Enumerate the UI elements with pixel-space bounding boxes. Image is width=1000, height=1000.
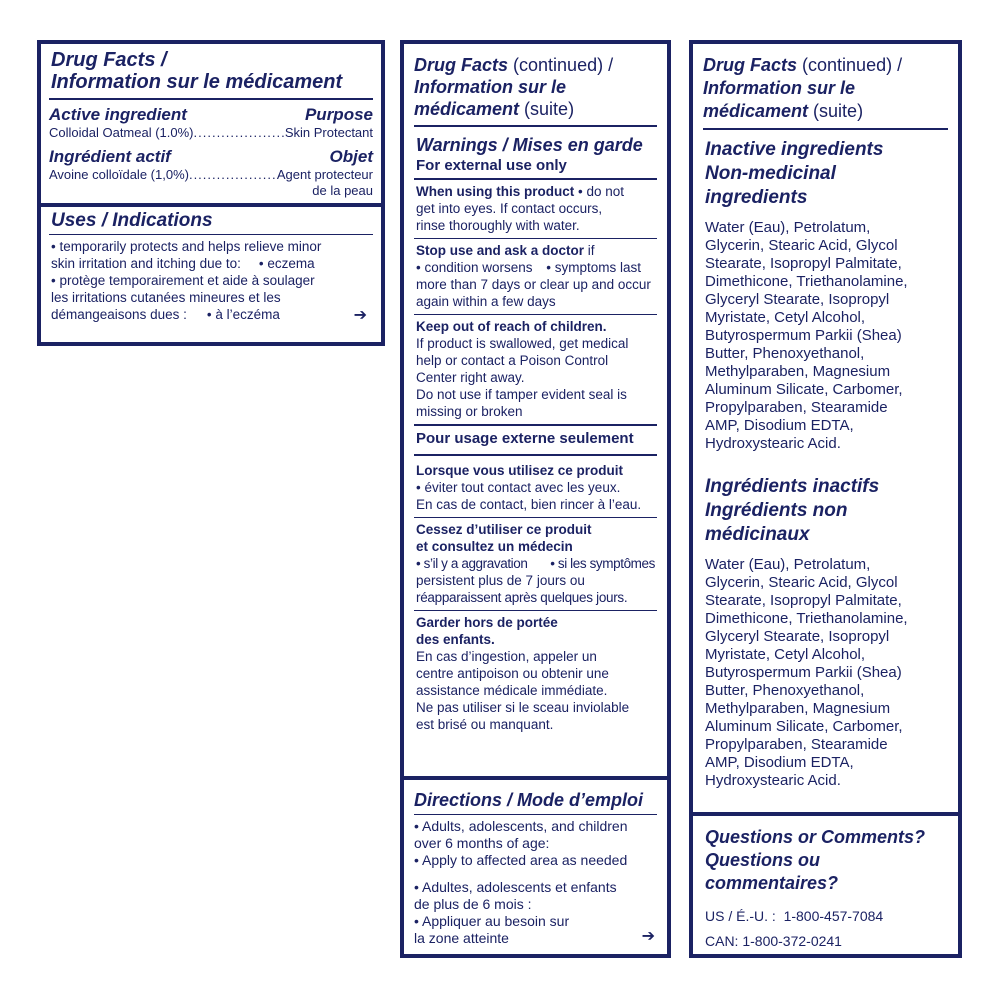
inactive-header-3: ingredients — [705, 187, 808, 208]
continued-title-2-line-2: Information sur le — [703, 78, 856, 98]
drug-facts-continued-panel — [400, 40, 671, 958]
active-ingredient-value: Colloidal Oatmeal (1.0%) — [49, 125, 194, 140]
inactifs-line: Glycerin, Stearic Acid, Glycol — [705, 574, 898, 591]
inactive-line: Myristate, Cetyl Alcohol, — [705, 309, 866, 326]
ingredient-actif-header-row — [49, 147, 373, 167]
ingredient-actif-row — [49, 167, 373, 183]
when-using-section — [404, 180, 667, 238]
when-using-bold: When using this product — [416, 184, 575, 199]
when-using-text-2: get into eyes. If contact occurs, — [416, 201, 603, 216]
drug-facts-title — [41, 44, 381, 96]
pour-usage-text: Pour usage externe seulement — [416, 430, 634, 447]
objet-value-line-2: de la peau — [312, 183, 373, 198]
inactive-line: Glyceryl Stearate, Isopropyl — [705, 291, 890, 308]
lorsque-bold: Lorsque vous utilisez ce produit — [416, 463, 624, 478]
inactive-list — [705, 219, 946, 453]
continued-title-2-line-1 — [703, 54, 948, 77]
uses-fr-line-2: les irritations cutanées mineures et les — [51, 290, 281, 305]
stop-bullet-1: • condition worsens — [416, 260, 533, 275]
keep-line-1: If product is swallowed, get medical — [416, 336, 629, 351]
cessez-section — [404, 518, 667, 610]
purpose-value: Skin Protectant — [284, 125, 373, 140]
inactifs-line: Hydroxystearic Acid. — [705, 772, 841, 789]
cessez-bold-1: Cessez d’utiliser ce produit — [416, 522, 592, 537]
inactifs-line: Aluminum Silicate, Carbomer, — [705, 718, 903, 735]
inactifs-line: Myristate, Cetyl Alcohol, — [705, 646, 866, 663]
active-ingredient-label: Active ingredient — [49, 105, 187, 124]
dir-fr-line-1: • Adultes, adolescents et enfants — [414, 879, 617, 895]
keep-line-2: help or contact a Poison Control — [416, 353, 609, 368]
continued-title-line-1 — [414, 54, 657, 76]
uses-fr-line-3: démangeaisons dues : — [51, 307, 187, 322]
title-norm: (continued) / — [508, 55, 614, 75]
continued-title-2 — [693, 44, 958, 128]
garder-section — [404, 611, 667, 737]
title-bold: Drug Facts — [414, 55, 509, 75]
stop-line-2: more than 7 days or clear up and occur — [416, 277, 651, 292]
uses-en-line-2-row — [51, 255, 371, 272]
title-bold: Drug Facts — [703, 55, 798, 75]
dir-en-line-3: • Apply to affected area as needed — [414, 852, 628, 868]
continue-arrow-icon: ➔ — [641, 928, 655, 945]
garder-line-2: centre antipoison ou obtenir une — [416, 666, 609, 681]
stop-line-3: again within a few days — [416, 294, 556, 309]
title-line3-norm: (suite) — [519, 99, 575, 119]
title-line3-bold: médicament — [703, 101, 809, 121]
continue-arrow-icon: ➔ — [353, 307, 367, 324]
title-norm: (continued) / — [797, 55, 903, 75]
keep-line-4: Do not use if tamper evident seal is — [416, 387, 627, 402]
garder-line-4: Ne pas utiliser si le sceau inviolable — [416, 700, 630, 715]
inactifs-line: Methylparaben, Magnesium — [705, 700, 891, 717]
cessez-bullet-1: • s’il y a aggravation — [416, 556, 528, 571]
inactifs-line: Butter, Phenoxyethanol, — [705, 682, 865, 699]
keep-line-3: Center right away. — [416, 370, 525, 385]
objet-label: Objet — [329, 147, 373, 166]
inactive-line: Glycerin, Stearic Acid, Glycol — [705, 237, 898, 254]
inactifs-header-3: médicinaux — [705, 524, 810, 545]
inactifs-line: Butyrospermum Parkii (Shea) — [705, 664, 902, 681]
questions-header-3: commentaires? — [705, 873, 839, 893]
continued-title — [404, 44, 667, 125]
uses-en-line-1: • temporarily protects and helps relieve minor — [51, 239, 322, 254]
questions-header-1: Questions or Comments? — [705, 827, 926, 847]
inactive-line: Butyrospermum Parkii (Shea) — [705, 327, 902, 344]
uses-en-line-2: skin irritation and itching due to: — [51, 256, 241, 271]
stop-use-bold: Stop use and ask a doctor — [416, 243, 585, 258]
pour-usage-section — [404, 426, 667, 454]
inactive-line: Hydroxystearic Acid. — [705, 435, 841, 452]
keep-line-5: missing or broken — [416, 404, 523, 419]
inactive-header-2: Non-medicinal — [705, 163, 836, 184]
title-line-2: Information sur le médicament — [51, 71, 343, 93]
inactifs-list — [705, 556, 946, 790]
inactifs-line: Glyceryl Stearate, Isopropyl — [705, 628, 890, 645]
inactive-ingredients-section — [693, 130, 958, 790]
lorsque-line-2: En cas de contact, bien rincer à l’eau. — [416, 497, 642, 512]
inactive-line: Butter, Phenoxyethanol, — [705, 345, 865, 362]
dir-en-line-1: • Adults, adolescents, and children — [414, 818, 628, 834]
ingredient-actif-value: Avoine colloïdale (1,0%) — [49, 167, 189, 182]
ingredient-actif-label: Ingrédient actif — [49, 147, 171, 166]
inactifs-line: Water (Eau), Petrolatum, — [705, 556, 871, 573]
drug-facts-continued-panel-2 — [689, 40, 962, 958]
inactive-line: Water (Eau), Petrolatum, — [705, 219, 871, 236]
dir-fr-line-2: de plus de 6 mois : — [414, 896, 532, 912]
phone-us: US / É.-U. : 1-800-457-7084 — [705, 908, 884, 924]
keep-out-bold: Keep out of reach of children. — [416, 319, 607, 334]
objet-value: Agent protecteur — [276, 167, 373, 182]
active-ingredient-header-row — [49, 105, 373, 125]
uses-fr-line-3-row — [51, 306, 371, 323]
drug-facts-panel — [37, 40, 385, 346]
external-use-text: For external use only — [416, 157, 567, 174]
phone-can: CAN: 1-800-372-0241 — [705, 933, 842, 949]
lorsque-section — [404, 456, 667, 517]
stop-bullet-2: • symptoms last — [546, 260, 641, 275]
stop-use-section — [404, 239, 667, 314]
uses-section — [41, 203, 381, 333]
inactifs-line: Dimethicone, Triethanolamine, — [705, 610, 908, 627]
directions-header: Directions / Mode d’emploi — [414, 790, 644, 810]
continued-title-2-line-3 — [703, 100, 948, 123]
questions-section — [693, 812, 958, 954]
inactifs-line: Stearate, Isopropyl Palmitate, — [705, 592, 902, 609]
inactive-line: Stearate, Isopropyl Palmitate, — [705, 255, 902, 272]
cessez-line-3: réapparaissent après quelques jours. — [416, 590, 628, 605]
garder-line-3: assistance médicale immédiate. — [416, 683, 608, 698]
inactive-line: Methylparaben, Magnesium — [705, 363, 891, 380]
dir-en-line-2: over 6 months of age: — [414, 835, 550, 851]
title-line3-norm: (suite) — [808, 101, 864, 121]
cessez-bullet-2: • si les symptômes — [550, 556, 655, 571]
continued-title-line-2: Information sur le — [414, 77, 567, 97]
inactifs-line: Propylparaben, Stearamide — [705, 736, 888, 753]
title-line-1: Drug Facts / — [51, 49, 167, 71]
continued-title-line-3 — [414, 98, 657, 120]
active-ingredient-section — [41, 96, 381, 199]
directions-section — [404, 776, 667, 954]
inactive-line: Propylparaben, Stearamide — [705, 399, 888, 416]
questions-header-2: Questions ou — [705, 850, 821, 870]
uses-fr-line-1: • protège temporairement et aide à soulager — [51, 273, 315, 288]
title-line3-bold: médicament — [414, 99, 520, 119]
garder-line-1: En cas d’ingestion, appeler un — [416, 649, 597, 664]
inactifs-header-2: Ingrédients non — [705, 500, 848, 521]
inactive-line: Aluminum Silicate, Carbomer, — [705, 381, 903, 398]
keep-out-section — [404, 315, 667, 424]
cessez-bold-2: et consultez un médecin — [416, 539, 573, 554]
warnings-header: Warnings / Mises en garde — [416, 135, 643, 155]
inactive-line: AMP, Disodium EDTA, — [705, 417, 854, 434]
garder-bold-1: Garder hors de portée — [416, 615, 558, 630]
inactifs-line: AMP, Disodium EDTA, — [705, 754, 854, 771]
garder-line-5: est brisé ou manquant. — [416, 717, 554, 732]
dir-fr-line-3: • Appliquer au besoin sur — [414, 913, 570, 929]
garder-bold-2: des enfants. — [416, 632, 495, 647]
stop-use-if: if — [584, 243, 595, 258]
warnings-section — [404, 127, 667, 175]
uses-header: Uses / Indications — [51, 210, 213, 231]
inactive-header-1: Inactive ingredients — [705, 139, 884, 160]
active-ingredient-row — [49, 125, 373, 141]
uses-en-bullet: • eczema — [258, 256, 315, 271]
inactifs-header-1: Ingrédients inactifs — [705, 476, 880, 497]
cessez-line-2: persistent plus de 7 jours ou — [416, 573, 585, 588]
purpose-label: Purpose — [304, 105, 373, 124]
lorsque-line-1: • éviter tout contact avec les yeux. — [416, 480, 621, 495]
uses-fr-bullet: • à l’eczéma — [206, 307, 280, 322]
inactive-line: Dimethicone, Triethanolamine, — [705, 273, 908, 290]
when-using-text-3: rinse thoroughly with water. — [416, 218, 580, 233]
dir-fr-line-4: la zone atteinte — [414, 930, 509, 946]
when-using-text-1: • do not — [574, 184, 625, 199]
